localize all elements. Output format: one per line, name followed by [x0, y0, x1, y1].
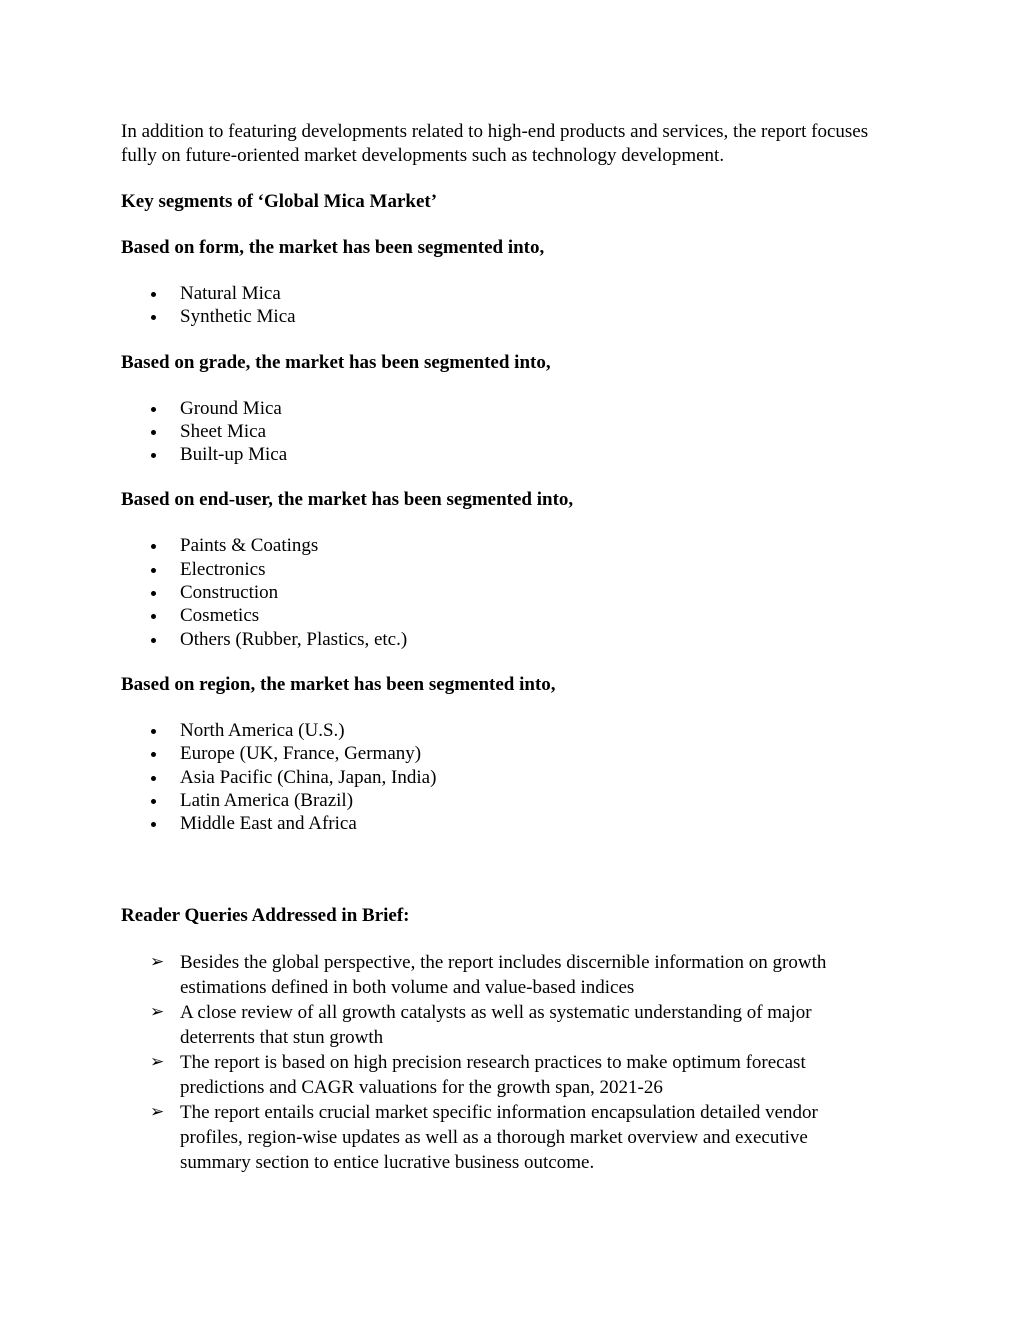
list-item: Construction: [121, 581, 881, 604]
list-item: ➢ Besides the global perspective, the report includes discernible information on growth estimations defined in both volume and value-based indices: [150, 952, 827, 999]
list-item: Europe (UK, France, Germany): [121, 742, 881, 765]
list-item: Built-up Mica: [121, 443, 881, 466]
bullet-icon: [151, 430, 156, 435]
bullet-icon: [151, 544, 156, 549]
list-item: ➢ The report is based on high precision research practices to make optimum forecast predictions and CAGR valuations for the growth span, 2021-26: [150, 1052, 806, 1099]
bullet-icon: [151, 799, 156, 804]
list-item: Synthetic Mica: [121, 305, 881, 328]
bullet-icon: [151, 729, 156, 734]
list-item: Natural Mica: [121, 282, 881, 305]
list-item: Latin America (Brazil): [121, 789, 881, 812]
list-item: North America (U.S.): [121, 719, 881, 742]
list-item: Electronics: [121, 558, 881, 581]
bullet-icon: [151, 407, 156, 412]
spacer: [121, 857, 881, 904]
bullet-icon: [151, 614, 156, 619]
region-heading: Based on region, the market has been segmented into,: [121, 673, 556, 695]
list-item: Cosmetics: [121, 604, 881, 627]
bullet-icon: [151, 638, 156, 643]
list-item: Middle East and Africa: [121, 812, 881, 835]
arrow-bullet-icon: ➢: [150, 952, 165, 973]
bullet-icon: [151, 292, 156, 297]
bullet-icon: [151, 315, 156, 320]
grade-list: [121, 397, 881, 467]
list-item: ➢ The report entails crucial market specific information encapsulation detailed vendor profiles, region-wise updates as well as a thorough market overview and executive summary section to entice lucrative business outcome.: [150, 1102, 818, 1174]
grade-heading: Based on grade, the market has been segmented into,: [121, 351, 551, 373]
intro-paragraph: In addition to featuring developments related to high-end products and services, the report focuses fully on future-oriented market developments such as technology development.: [121, 121, 869, 166]
arrow-bullet-icon: ➢: [150, 1002, 165, 1023]
region-list: [121, 719, 881, 835]
bullet-icon: [151, 453, 156, 458]
form-list: [121, 282, 881, 329]
list-item: Ground Mica: [121, 397, 881, 420]
key-segments-heading: Key segments of ‘Global Mica Market’: [121, 191, 438, 212]
end-user-heading: Based on end-user, the market has been segmented into,: [121, 489, 574, 511]
list-item: Sheet Mica: [121, 420, 881, 443]
bullet-icon: [151, 591, 156, 596]
list-item: Paints & Coatings: [121, 534, 881, 557]
bullet-icon: [151, 568, 156, 573]
bullet-icon: [151, 752, 156, 757]
list-item: Others (Rubber, Plastics, etc.): [121, 628, 881, 651]
form-heading: Based on form, the market has been segmented into,: [121, 237, 545, 258]
list-item: ➢ A close review of all growth catalysts as well as systematic understanding of major deterrents that stun growth: [150, 1002, 812, 1049]
list-item: Asia Pacific (China, Japan, India): [121, 766, 881, 789]
arrow-bullet-icon: ➢: [150, 1052, 165, 1073]
bullet-icon: [151, 776, 156, 781]
arrow-bullet-icon: ➢: [150, 1102, 165, 1123]
document-page: [121, 120, 881, 1175]
end-user-list: [121, 534, 881, 650]
reader-queries-heading: Reader Queries Addressed in Brief:: [121, 905, 410, 927]
reader-queries-list: [121, 950, 881, 1175]
bullet-icon: [151, 822, 156, 827]
